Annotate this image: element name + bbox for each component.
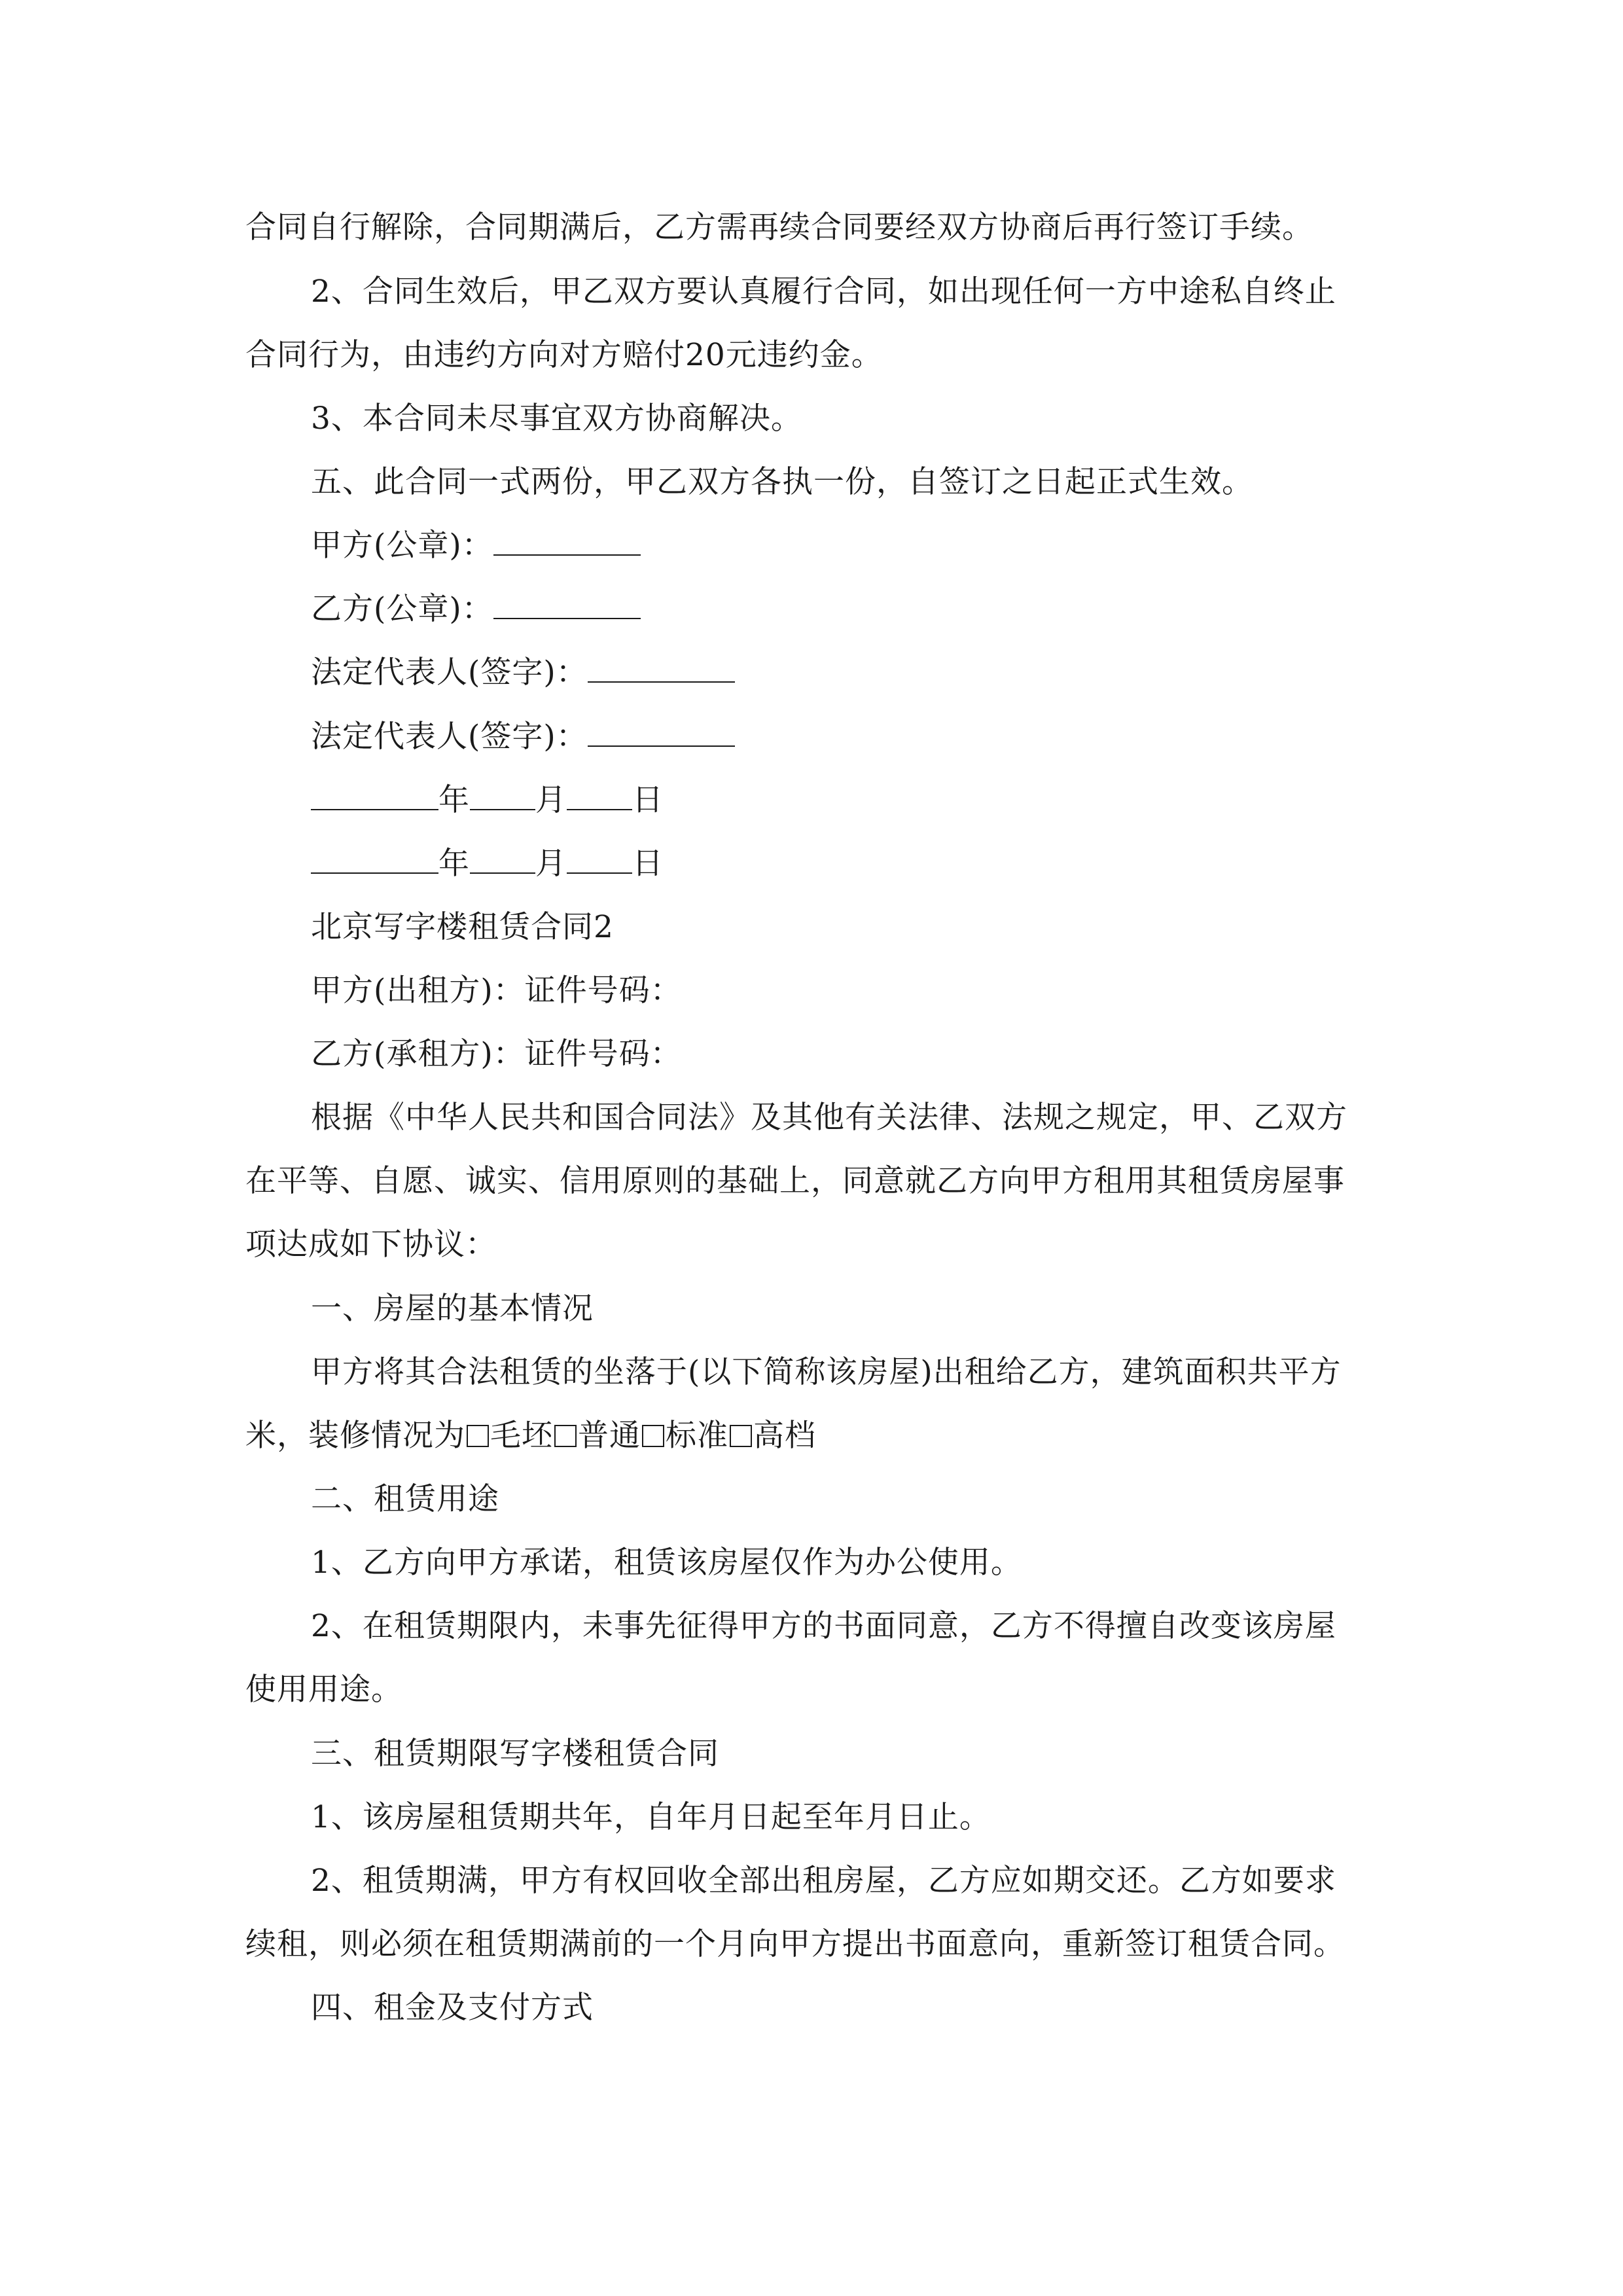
year-blank (311, 848, 438, 874)
month-label: 月 (535, 846, 567, 882)
paragraph-line: 续租，则必须在租赁期满前的一个月向甲方提出书面意向，重新签订租赁合同。 (245, 1926, 1345, 1962)
signature-blank (588, 656, 735, 683)
paragraph-line: 2、合同生效后，甲乙双方要认真履行合同，如出现任何一方中途私自终止 (311, 274, 1336, 310)
day-blank (567, 784, 632, 810)
paragraph-line: 3、本合同未尽事宜双方协商解决。 (311, 401, 802, 437)
party-b-line: 乙方(承租方)：证件号码： (311, 1036, 682, 1072)
checkbox-icon (642, 1425, 664, 1447)
paragraph-line: 项达成如下协议： (245, 1227, 497, 1263)
paragraph-line: 2、在租赁期限内，未事先征得甲方的书面同意，乙方不得擅自改变该房屋 (311, 1608, 1336, 1644)
section-heading: 四、租金及支付方式 (311, 1990, 594, 2026)
paragraph-line: 1、该房屋租赁期共年，自年月日起至年月日止。 (311, 1799, 991, 1835)
section-heading: 一、房屋的基本情况 (311, 1291, 594, 1327)
signature-line-legal-rep-2 (311, 717, 1476, 757)
day-blank (567, 848, 632, 874)
signature-blank (588, 721, 735, 747)
signature-blank (493, 529, 641, 556)
paragraph-line: 甲方将其合法租赁的坐落于(以下简称该房屋)出租给乙方，建筑面积共平方 (311, 1354, 1342, 1390)
month-label: 月 (535, 782, 567, 818)
year-label: 年 (438, 846, 470, 882)
paragraph-line: 2、租赁期满，甲方有权回收全部出租房屋，乙方应如期交还。乙方如要求 (311, 1863, 1336, 1899)
signature-line-party-b (311, 590, 1476, 629)
year-blank (311, 784, 438, 810)
option-label: 标准 (666, 1418, 728, 1454)
checkbox-icon (730, 1425, 752, 1447)
month-blank (470, 848, 535, 874)
paragraph-text: 米，装修情况为 (245, 1418, 465, 1454)
signature-label: 法定代表人(签字)： (311, 655, 588, 691)
paragraph-line: 合同自行解除，合同期满后，乙方需再续合同要经双方协商后再行签订手续。 (245, 209, 1313, 245)
paragraph-line: 1、乙方向甲方承诺，租赁该房屋仅作为办公使用。 (311, 1545, 1022, 1581)
month-blank (470, 784, 535, 810)
paragraph-line: 使用用途。 (245, 1672, 402, 1708)
signature-line-party-a (311, 526, 1476, 565)
section-heading: 二、租赁用途 (311, 1481, 499, 1517)
day-label: 日 (632, 782, 664, 818)
year-label: 年 (438, 782, 470, 818)
paragraph-line: 在平等、自愿、诚实、信用原则的基础上，同意就乙方向甲方租用其租赁房屋事 (245, 1163, 1345, 1199)
signature-blank (493, 593, 641, 619)
signature-label: 乙方(公章)： (311, 591, 493, 627)
signature-label: 法定代表人(签字)： (311, 719, 588, 755)
paragraph-line: 根据《中华人民共和国合同法》及其他有关法律、法规之规定，甲、乙双方 (311, 1100, 1347, 1136)
checkbox-icon (467, 1425, 489, 1447)
contract-title: 北京写字楼租赁合同2 (311, 909, 614, 945)
section-heading: 三、租赁期限写字楼租赁合同 (311, 1736, 719, 1772)
date-line-2 (311, 844, 1476, 884)
decoration-options-line (245, 1416, 1410, 1456)
date-line-1 (311, 781, 1476, 820)
signature-label: 甲方(公章)： (311, 528, 493, 564)
signature-line-legal-rep-1 (311, 653, 1476, 692)
day-label: 日 (632, 846, 664, 882)
option-label: 高档 (753, 1418, 816, 1454)
option-label: 毛坯 (490, 1418, 553, 1454)
option-label: 普通 (578, 1418, 641, 1454)
party-a-line: 甲方(出租方)：证件号码： (311, 973, 682, 1009)
paragraph-line: 五、此合同一式两份，甲乙双方各执一份，自签订之日起正式生效。 (311, 464, 1253, 500)
paragraph-line: 合同行为，由违约方向对方赔付20元违约金。 (245, 337, 883, 373)
checkbox-icon (554, 1425, 577, 1447)
